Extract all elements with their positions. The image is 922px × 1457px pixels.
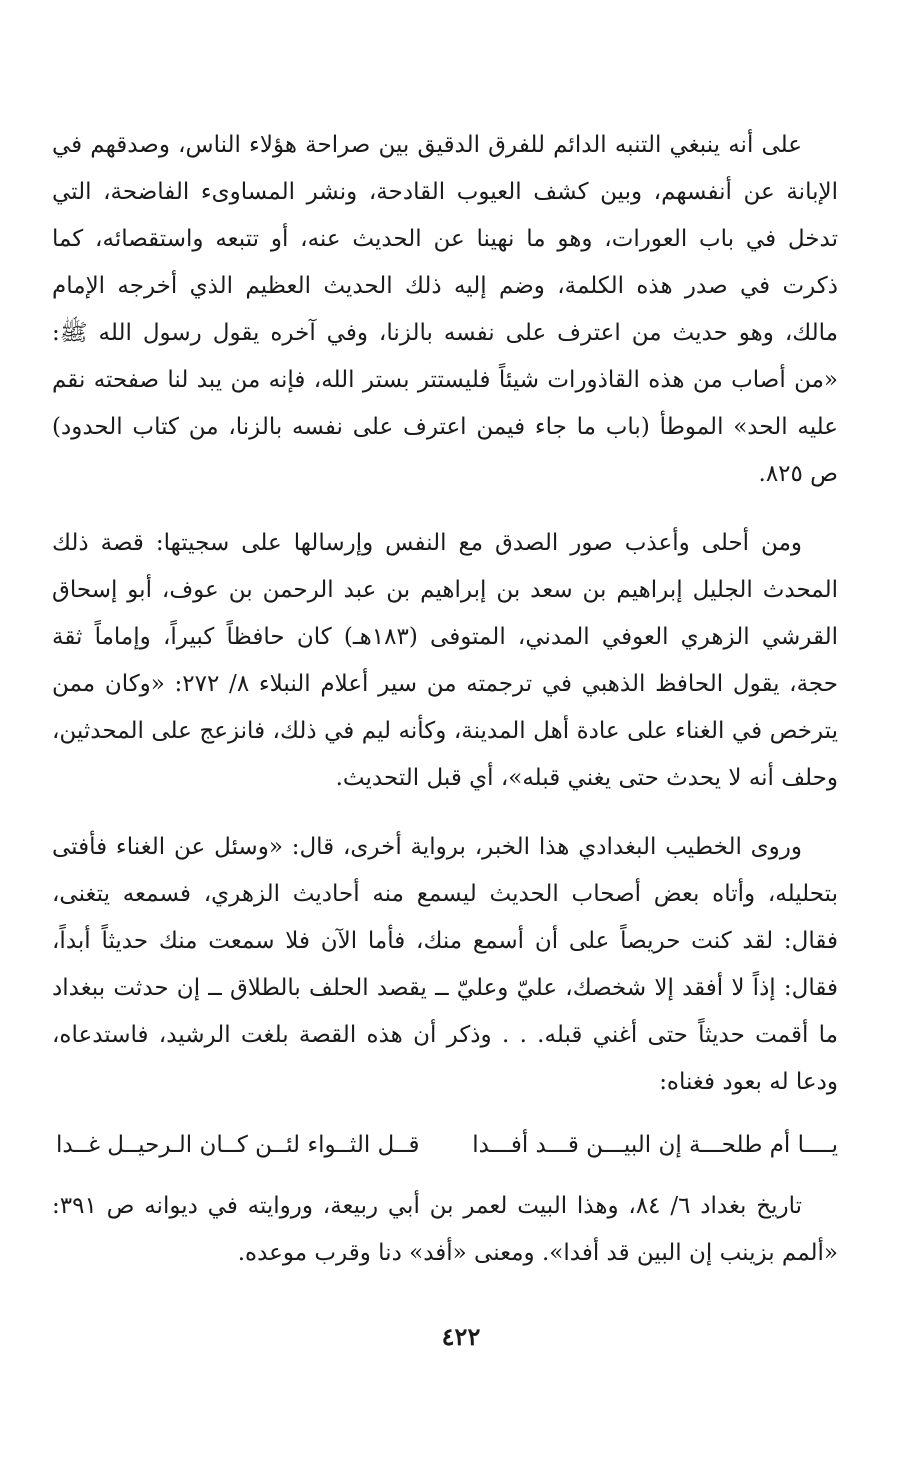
paragraph-3: وروى الخطيب البغدادي هذا الخبر، برواية أخرى، قال: «وسئل عن الغناء فأفتى بتحليله، وأتاه بعض أصحاب الحديث ليسمع منه أحاديث الزهري، فسمعه يتغنى، فقال: لقد كنت حريصاً على أن أسمع منك، فأما الآن فلا سمعت منك حديثاً أبداً، فقال: إذاً لا أفقد إلا شخصك، عليّ وعليّ ــ يقصد الحلف بالطلاق ــ إن حدثت ببغداد ما أقمت حديثاً حتى أغني قبله. . . وذكر أن هذه القصة بلغت الرشيد، فاستدعاه، ودعا له بعود فغناه: [52,834,838,1095]
verse-second-hemistich: قــل الثــواء لئــن كــان الـرحيــل غــدا [56,1132,420,1158]
page-number: ٤٢٢ [441,1322,481,1351]
page-body [52,122,838,1277]
paragraph-4: تاريخ بغداد ٦/ ٨٤، وهذا البيت لعمر بن أبي ربيعة، وروايته في ديوانه ص ٣٩١: «ألمم بزينب إن البين قد أفدا». ومعنى «أفد» دنا وقرب موعده. [52,1193,838,1266]
poetry-verse [52,1122,838,1169]
verse-first-hemistich: يــــا أم طلحـــة إن البيـــن قـــد أفـــدا [472,1132,838,1158]
paragraph-2: ومن أحلى وأعذب صور الصدق مع النفس وإرسالها على سجيتها: قصة ذلك المحدث الجليل إبراهيم بن سعد بن إبراهيم بن عبد الرحمن بن عوف، أبو إسحاق القرشي الزهري العوفي المدني، المتوفى (١٨٣هـ) كان حافظاً كبيراً، وإماماً ثقة حجة، يقول الحافظ الذهبي في ترجمته من سير أعلام النبلاء ٨/ ٢٧٢: «وكان ممن يترخص في الغناء على عادة أهل المدينة، وكأنه ليم في ذلك، فانزعج على المحدثين، وحلف أنه لا يحدث حتى يغني قبله»، أي قبل التحديث. [52,530,838,791]
paragraph-1: على أنه ينبغي التنبه الدائم للفرق الدقيق بين صراحة هؤلاء الناس، وصدقهم في الإبانة عن أنفسهم، وبين كشف العيوب القادحة، ونشر المساوىء الفاضحة، التي تدخل في باب العورات، وهو ما نهينا عن الحديث عنه، أو تتبعه واستقصائه، كما ذكرت في صدر هذه الكلمة، وضم إليه ذلك الحديث العظيم الذي أخرجه الإمام مالك، وهو حديث من اعترف على نفسه بالزنا، وفي آخره يقول رسول الله ﷺ: «من أصاب من هذه القاذورات شيئاً فليستتر بستر الله، فإنه من يبد لنا صفحته نقم عليه الحد» الموطأ (باب ما جاء فيمن اعترف على نفسه بالزنا، من كتاب الحدود) ص ٨٢٥. [52,132,838,487]
